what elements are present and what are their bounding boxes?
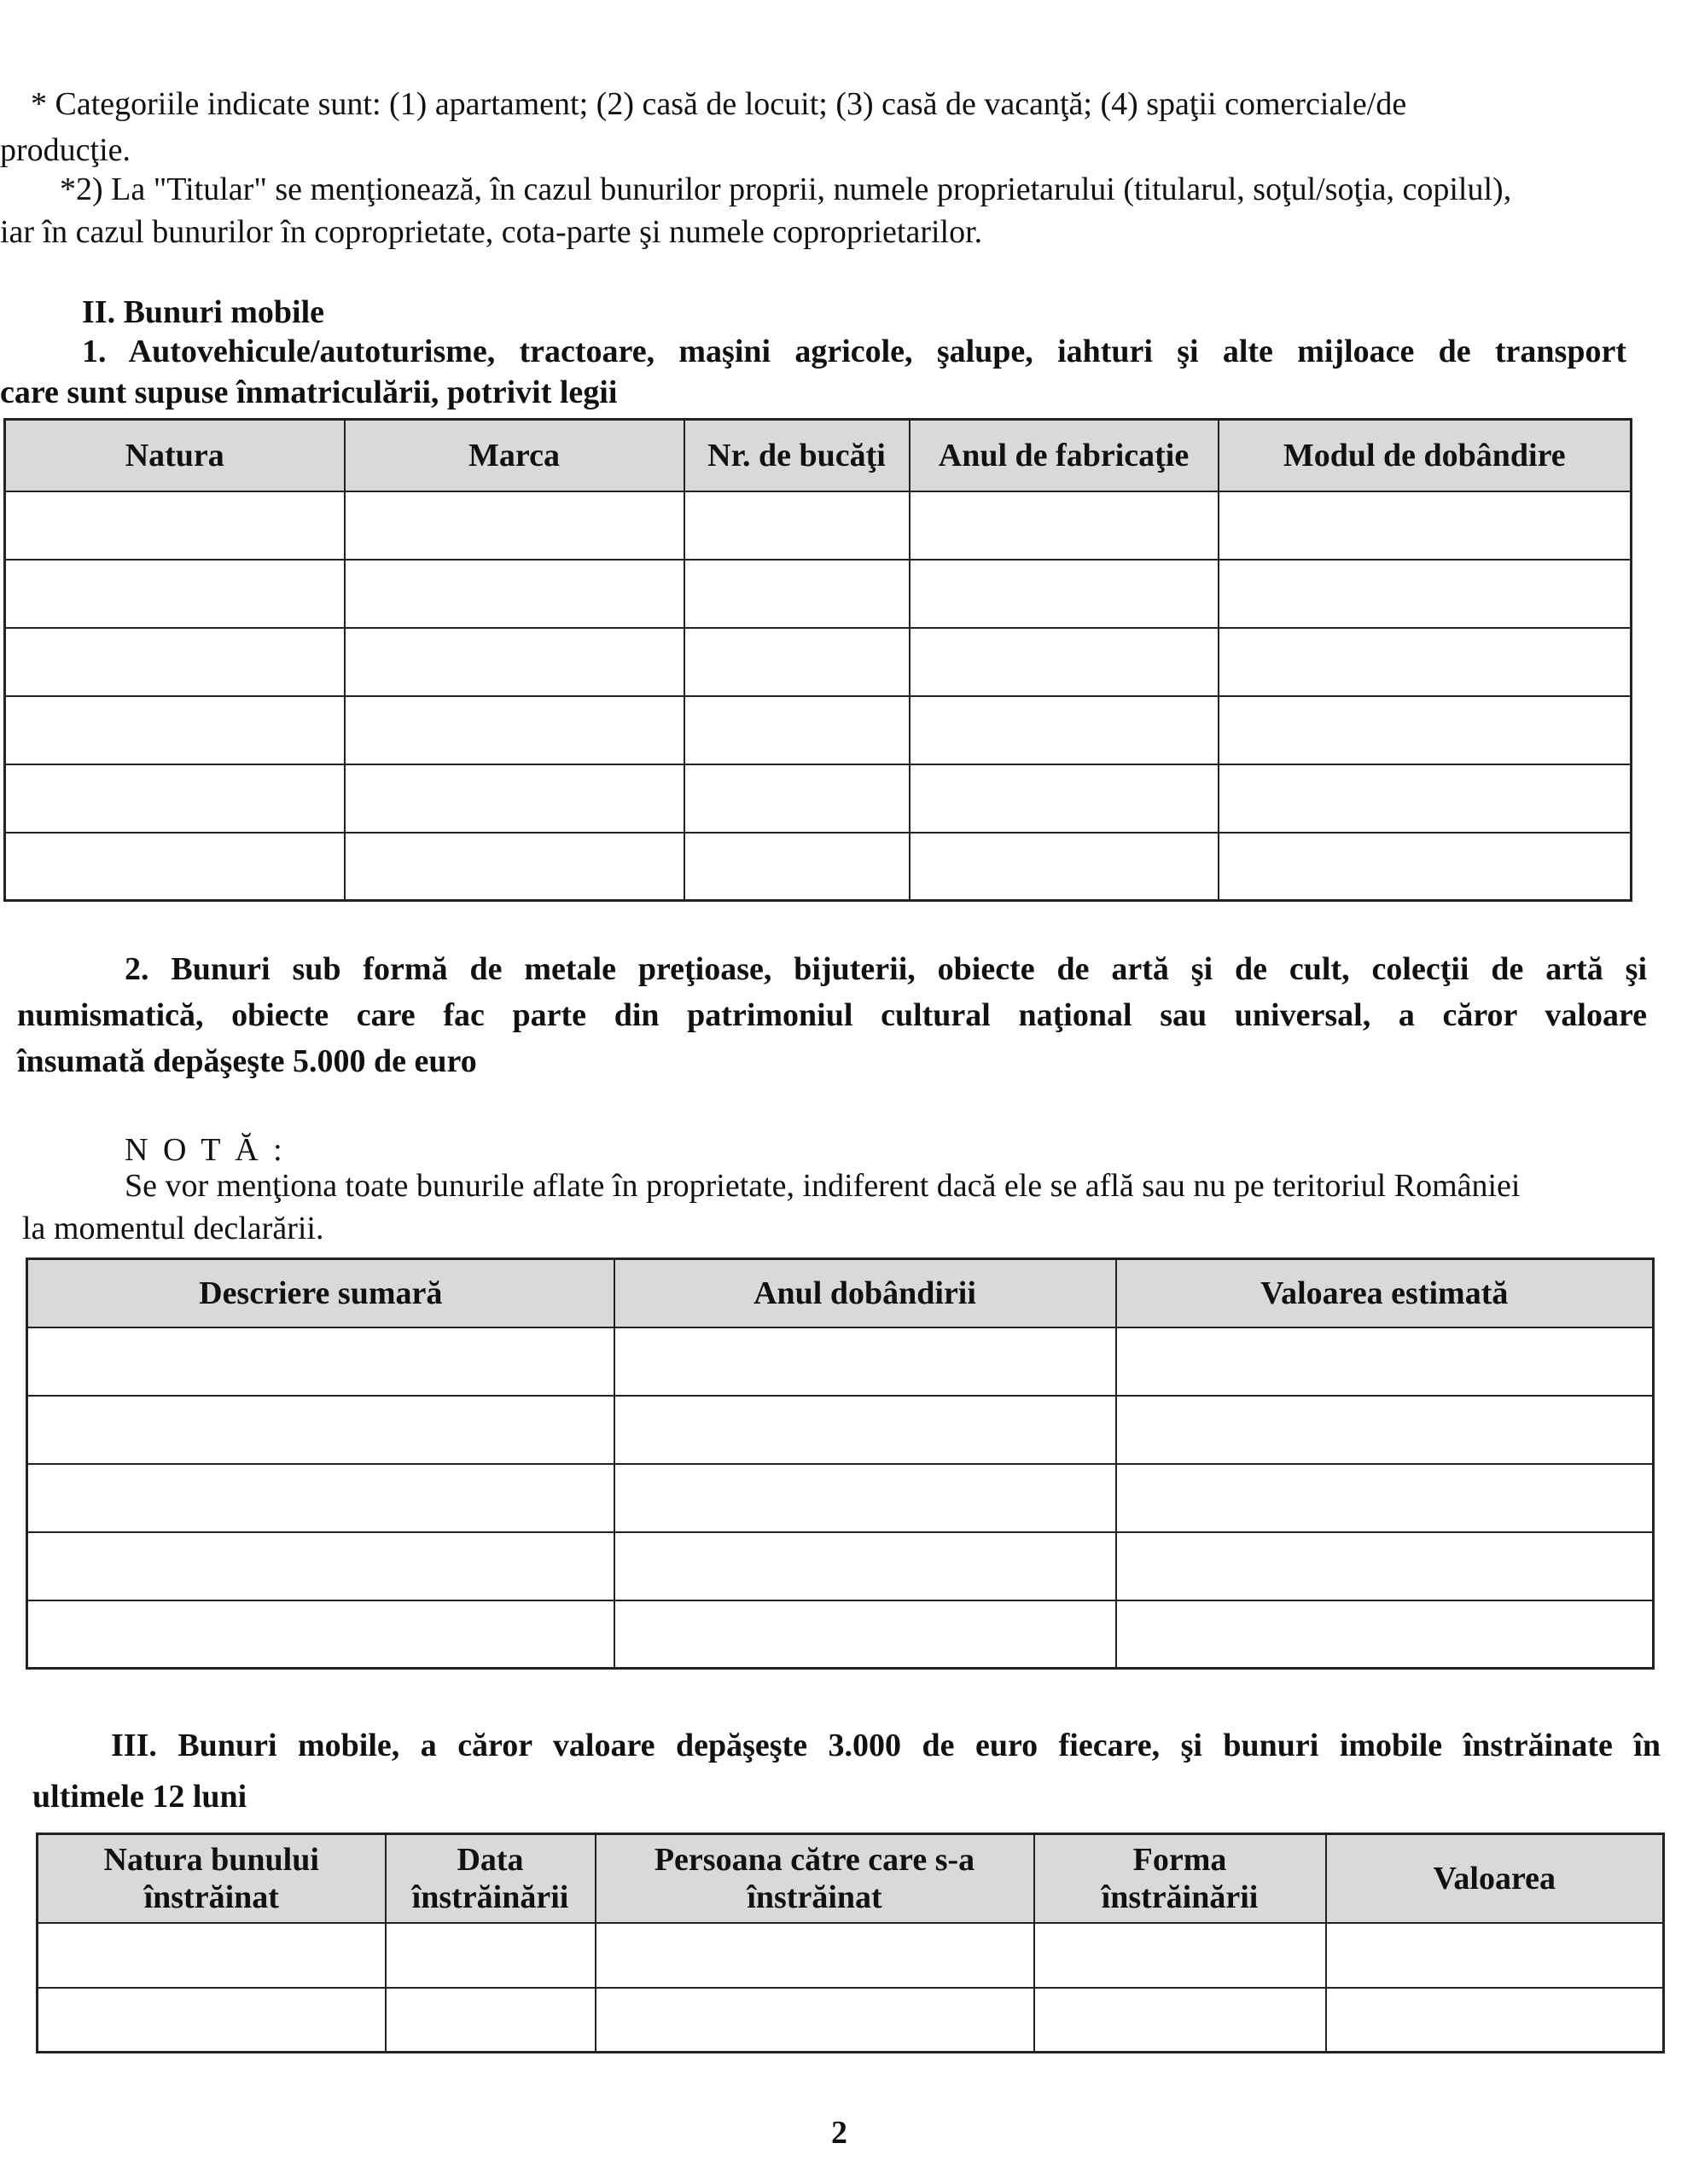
- table-row: [27, 1464, 1654, 1532]
- header-line: Forma: [1132, 1841, 1227, 1878]
- table-cell[interactable]: [1219, 833, 1632, 901]
- table-cell[interactable]: [684, 628, 910, 696]
- table-cell[interactable]: [684, 833, 910, 901]
- page-number: 2: [831, 2115, 847, 2151]
- header-line: Data: [457, 1841, 524, 1878]
- table-cell[interactable]: [27, 1327, 614, 1396]
- section-2-sub1-line1: 1. Autovehicule/autoturisme, tractoare, maşini agricole, şalupe, iahturi şi alte mijloace de transport: [82, 334, 1626, 369]
- section-3-heading-line1: III. Bunuri mobile, a căror valoare depăşeşte 3.000 de euro fiecare, şi bunuri imobile înstrăinate în: [111, 1728, 1661, 1763]
- table-cell[interactable]: [1326, 1923, 1664, 1988]
- table-row: [27, 1327, 1654, 1396]
- table-cell[interactable]: [1219, 696, 1632, 764]
- table-cell[interactable]: [1034, 1988, 1326, 2053]
- note-titular-cont: iar în cazul bunurilor în coproprietate, cota-parte şi numele coproprietarilor.: [0, 214, 983, 250]
- table-cell[interactable]: [1219, 628, 1632, 696]
- header-line: înstrăinat: [143, 1879, 279, 1915]
- table-cell[interactable]: [1116, 1464, 1654, 1532]
- col-header-modul-dobandire: Modul de dobândire: [1219, 420, 1632, 491]
- table-cell[interactable]: [614, 1464, 1116, 1532]
- table-cell[interactable]: [27, 1464, 614, 1532]
- col-header-natura: Natura: [5, 420, 345, 491]
- table-cell[interactable]: [596, 1923, 1034, 1988]
- table-row: [38, 1923, 1664, 1988]
- table-cell[interactable]: [614, 1600, 1116, 1669]
- note-titular: *2) La "Titular" se menţionează, în cazul bunurilor proprii, numele proprietarului (titularul, soţul/soţia, copilul),: [60, 171, 1512, 207]
- table-cell[interactable]: [386, 1923, 596, 1988]
- table-cell[interactable]: [1219, 560, 1632, 628]
- table-row: [27, 1600, 1654, 1669]
- table-cell[interactable]: [5, 833, 345, 901]
- col-header-persoana: [596, 1834, 1034, 1923]
- table-cell[interactable]: [27, 1600, 614, 1669]
- col-header-nr-bucati: Nr. de bucăţi: [684, 420, 910, 491]
- table-cell[interactable]: [1326, 1988, 1664, 2053]
- header-line: înstrăinării: [411, 1879, 569, 1915]
- table-cell[interactable]: [614, 1396, 1116, 1464]
- table-cell[interactable]: [386, 1988, 596, 2053]
- table-cell[interactable]: [5, 628, 345, 696]
- header-line: Persoana către care s-a: [654, 1841, 975, 1878]
- col-header-natura-bunului: [38, 1834, 386, 1923]
- col-header-valoarea-estimata: Valoarea estimată: [1116, 1259, 1654, 1327]
- table-row: [5, 764, 1632, 833]
- col-header-anul-fabricatie: Anul de fabricaţie: [910, 420, 1219, 491]
- table-cell[interactable]: [345, 696, 684, 764]
- table-cell[interactable]: [345, 491, 684, 560]
- section-2-sub2-line1: 2. Bunuri sub formă de metale preţioase, bijuterii, obiecte de artă şi de cult, colecţii de artă şi: [125, 951, 1647, 987]
- table-row: [27, 1532, 1654, 1600]
- note-categories: * Categoriile indicate sunt: (1) apartament; (2) casă de locuit; (3) casă de vacanţă; (4) spaţii comerciale/de: [31, 86, 1407, 122]
- table-cell[interactable]: [5, 764, 345, 833]
- section-3-heading-line2: ultimele 12 luni: [32, 1779, 247, 1815]
- section-2-sub1-line2: care sunt supuse înmatriculării, potrivit legii: [0, 375, 618, 410]
- valuables-table: [26, 1258, 1655, 1670]
- table-cell[interactable]: [27, 1396, 614, 1464]
- table-cell[interactable]: [684, 491, 910, 560]
- nota-line1: Se vor menţiona toate bunurile aflate în proprietate, indiferent dacă ele se află sau nu pe teritoriul României: [125, 1168, 1521, 1204]
- col-header-anul-dobandirii: Anul dobândirii: [614, 1259, 1116, 1327]
- table-cell[interactable]: [910, 696, 1219, 764]
- col-header-marca: Marca: [345, 420, 684, 491]
- table-cell[interactable]: [596, 1988, 1034, 2053]
- table-cell[interactable]: [345, 764, 684, 833]
- nota-line2: la momentul declarării.: [22, 1211, 324, 1246]
- table-cell[interactable]: [1034, 1923, 1326, 1988]
- table-cell[interactable]: [910, 833, 1219, 901]
- table-cell[interactable]: [684, 764, 910, 833]
- col-header-valoarea: Valoarea: [1326, 1834, 1664, 1923]
- table-cell[interactable]: [910, 560, 1219, 628]
- table-cell[interactable]: [38, 1923, 386, 1988]
- table-cell[interactable]: [27, 1532, 614, 1600]
- table-row: [5, 833, 1632, 901]
- table-cell[interactable]: [345, 628, 684, 696]
- table-cell[interactable]: [5, 560, 345, 628]
- table-row: [5, 628, 1632, 696]
- table-cell[interactable]: [1116, 1532, 1654, 1600]
- section-2-heading: II. Bunuri mobile: [82, 294, 325, 330]
- table-row: [27, 1396, 1654, 1464]
- table-cell[interactable]: [614, 1327, 1116, 1396]
- nota-label: N O T Ă :: [125, 1132, 286, 1168]
- table-cell[interactable]: [910, 491, 1219, 560]
- col-header-data: [386, 1834, 596, 1923]
- col-header-forma: [1034, 1834, 1326, 1923]
- vehicles-table: [3, 418, 1632, 902]
- table-cell[interactable]: [684, 696, 910, 764]
- table-row: [38, 1988, 1664, 2053]
- table-cell[interactable]: [614, 1532, 1116, 1600]
- table-cell[interactable]: [1116, 1600, 1654, 1669]
- alienated-assets-table: [36, 1833, 1665, 2053]
- table-cell[interactable]: [5, 696, 345, 764]
- table-cell[interactable]: [345, 560, 684, 628]
- table-cell[interactable]: [1219, 764, 1632, 833]
- table-row: [5, 560, 1632, 628]
- table-cell[interactable]: [1116, 1327, 1654, 1396]
- table-row: [5, 491, 1632, 560]
- table-cell[interactable]: [38, 1988, 386, 2053]
- table-cell[interactable]: [345, 833, 684, 901]
- table-cell[interactable]: [910, 628, 1219, 696]
- table-cell[interactable]: [5, 491, 345, 560]
- table-cell[interactable]: [1219, 491, 1632, 560]
- header-line: înstrăinat: [747, 1879, 882, 1915]
- note-categories-cont: producţie.: [0, 132, 131, 168]
- table-row: [5, 696, 1632, 764]
- col-header-descriere: Descriere sumară: [27, 1259, 614, 1327]
- table-cell[interactable]: [910, 764, 1219, 833]
- header-line: Natura bunului: [103, 1841, 319, 1878]
- header-line: înstrăinării: [1101, 1879, 1259, 1915]
- section-2-sub2-line3: însumată depăşeşte 5.000 de euro: [17, 1043, 477, 1079]
- section-2-sub2-line2: numismatică, obiecte care fac parte din patrimoniul cultural naţional sau universal, a căror valoare: [17, 997, 1647, 1033]
- table-cell[interactable]: [684, 560, 910, 628]
- table-cell[interactable]: [1116, 1396, 1654, 1464]
